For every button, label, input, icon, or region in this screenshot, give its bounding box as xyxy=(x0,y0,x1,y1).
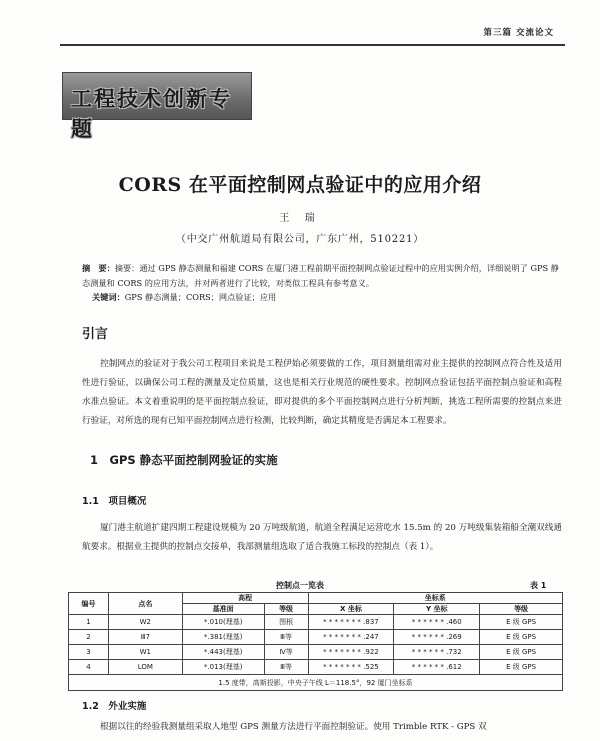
intro-paragraph xyxy=(82,355,562,431)
keywords xyxy=(92,292,276,303)
cell-datum: *.013(理基) xyxy=(182,660,264,675)
header-elevation-group: 高程 xyxy=(182,593,308,604)
table-header-row xyxy=(69,593,563,604)
cell-datum: *.443(理基) xyxy=(182,645,264,660)
table-number: 表 1 xyxy=(530,581,547,590)
header-class: 等级 xyxy=(480,604,563,615)
subsection-1-2-heading: 1.2 外业实施 xyxy=(82,701,147,712)
field-work-paragraph xyxy=(82,718,562,737)
intro-text: 控制网点的验证对于我公司工程项目来说是工程伊始必须要做的工作，项目测量组需对业主提供的控制网点符合性及适用性进行验证，以确保公司工程的测量及定位质量，这也是相关行业规范的硬性要求。控制网点验证包括平面控制点验证和高程水准点验证。本文着重说明的是平面控制点验证，即对提供的多个平面控制网点进行分析判断，挑选工程所需要的控制点来进行验证，对所选的现有已知平面控制网点进行检测，比较判断，确定其精度是否满足本工程要求。 xyxy=(82,359,562,426)
cell-name: Ⅲ7 xyxy=(108,630,182,645)
cell-class: E 级 GPS xyxy=(480,660,563,675)
keywords-text: GPS 静态测量；CORS；网点验证；应用 xyxy=(124,292,277,302)
cell-y: * * * * * * .269 xyxy=(394,630,480,645)
header-grade: 等级 xyxy=(264,604,308,615)
cell-y: * * * * * * .612 xyxy=(394,660,480,675)
table-caption: 控制点一览表 xyxy=(276,581,324,590)
keywords-label: 关键词： xyxy=(92,292,125,302)
running-head: 第三篇 交流论文 xyxy=(483,28,554,38)
header-y: Y 坐标 xyxy=(394,604,480,615)
header-x: X 坐标 xyxy=(308,604,394,615)
intro-heading: 引言 xyxy=(82,327,109,342)
control-points-table xyxy=(68,592,563,691)
header-rule xyxy=(60,44,565,46)
field-work-text: 根据以往的经验我测量组采取人地型 GPS 测量方法进行平面控制验证。使用 Trimble RTK - GPS 双 xyxy=(100,722,487,732)
project-overview-paragraph xyxy=(82,519,562,557)
cell-name: LOM xyxy=(108,660,182,675)
cell-x: * * * * * * * .837 xyxy=(308,615,394,630)
cell-x: * * * * * * * .922 xyxy=(308,645,394,660)
header-coord-group: 坐标系 xyxy=(308,593,562,604)
cell-grade: 图根 xyxy=(264,615,308,630)
cell-datum: *.010(理基) xyxy=(182,615,264,630)
cell-class: E 级 GPS xyxy=(480,615,563,630)
header-datum: 基准面 xyxy=(182,604,264,615)
cell-x: * * * * * * * .525 xyxy=(308,660,394,675)
header-no: 编号 xyxy=(69,593,109,615)
cell-name: W2 xyxy=(108,615,182,630)
cell-no: 4 xyxy=(69,660,109,675)
header-name: 点名 xyxy=(108,593,182,615)
cell-grade: Ⅲ等 xyxy=(264,660,308,675)
cell-datum: *.381(理基) xyxy=(182,630,264,645)
cell-name: W1 xyxy=(108,645,182,660)
cell-no: 1 xyxy=(69,615,109,630)
abstract-label: 摘 要： xyxy=(82,263,115,273)
cell-class: E 级 GPS xyxy=(480,645,563,660)
cell-grade: Ⅳ等 xyxy=(264,645,308,660)
paper-title: CORS 在平面控制网点验证中的应用介绍 xyxy=(118,174,482,196)
cell-no: 3 xyxy=(69,645,109,660)
table-row xyxy=(69,660,563,675)
section-1-heading: 1 GPS 静态平面控制网验证的实施 xyxy=(90,453,278,467)
table-footer-row xyxy=(69,675,563,691)
cell-x: * * * * * * * .247 xyxy=(308,630,394,645)
table-row xyxy=(69,645,563,660)
section-banner xyxy=(62,72,252,141)
cell-y: * * * * * * .460 xyxy=(394,615,480,630)
abstract xyxy=(82,261,560,291)
table-footer-note: 1.5 度带，高斯投影，中央子午线 L＝118.5°，92 厦门坐标系 xyxy=(69,675,563,691)
table-row xyxy=(69,630,563,645)
cell-no: 2 xyxy=(69,630,109,645)
cell-grade: Ⅲ等 xyxy=(264,630,308,645)
subsection-1-1-heading: 1.1 项目概况 xyxy=(82,496,147,507)
table-row xyxy=(69,615,563,630)
cell-y: * * * * * * .732 xyxy=(394,645,480,660)
author: 王 瑞 xyxy=(279,213,321,224)
affiliation: （中交广州航道局有限公司，广东广州，510221） xyxy=(175,234,425,245)
banner-text: 工程技术创新专题 xyxy=(71,87,232,141)
cell-class: E 级 GPS xyxy=(480,630,563,645)
abstract-text: 摘要：通过 GPS 静态测量和福建 CORS 在厦门港工程前期平面控制网点验证过程中的应用实例介绍，详细说明了 GPS 静态测量和 CORS 的应用方法，并对两者进行了比较，对类似工程具有参考意义。 xyxy=(82,263,559,288)
project-overview-text: 厦门港主航道扩建四期工程建设规模为 20 万吨级航道，航道全程满足运营吃水 15.5m 的 20 万吨级集装箱船全潮双线通航要求。根据业主提供的控制点交接单，我部测量组选取了适合我施工标段的控制点（表 1）。 xyxy=(82,523,562,552)
